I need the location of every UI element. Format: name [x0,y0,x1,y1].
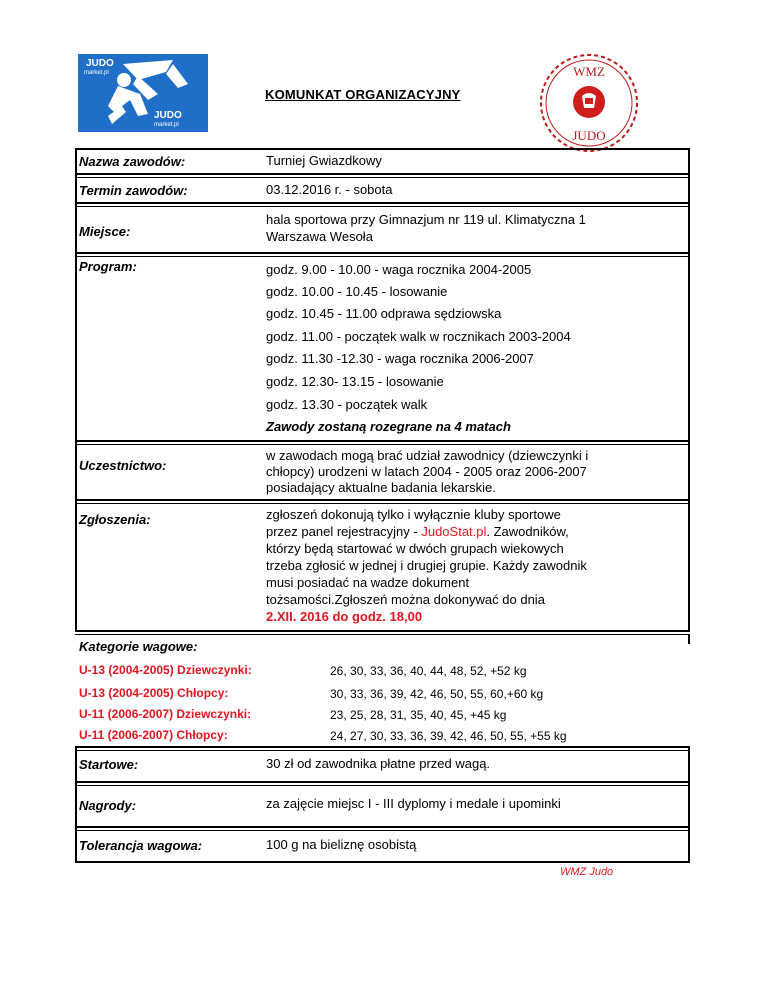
program-item: godz. 10.45 - 11.00 odprawa sędziowska [266,306,502,321]
value-zgloszenia-line2 [266,524,569,540]
zgloszenia-line2-post: . Zawodników, [486,524,569,539]
label-termin: Termin zawodów: [79,183,188,198]
value-termin: 03.12.2016 r. - sobota [266,182,393,197]
weight-category-name: U-11 (2006-2007) Chłopcy: [79,728,228,742]
value-zgloszenia-line3: którzy będą startować w dwóch grupach wiekowych [266,541,564,556]
value-nagrody: za zajęcie miejsc I - III dyplomy i medale i upominki [266,796,561,811]
value-zgloszenia-line5: musi posiadać na wadze dokument [266,575,470,590]
value-tolerancja: 100 g na bieliznę osobistą [266,837,417,852]
weight-category-values: 26, 30, 33, 36, 40, 44, 48, 52, +52 kg [330,664,527,678]
weight-category-values: 30, 33, 36, 39, 42, 46, 50, 55, 60,+60 kg [330,687,544,701]
weight-category-name: U-11 (2006-2007) Dziewczynki: [79,707,252,721]
value-miejsce-line1: hala sportowa przy Gimnazjum nr 119 ul. Klimatyczna 1 [266,212,586,227]
page-title: KOMUNKAT ORGANIZACYJNY [265,87,461,102]
label-nazwa: Nazwa zawodów: [79,154,186,169]
value-zgloszenia-line1: zgłoszeń dokonują tylko i wyłącznie kluby sportowe [266,507,561,522]
label-zgloszenia: Zgłoszenia: [79,512,151,527]
logo-text-bottom: JUDO [154,110,182,121]
logo-text-sub: market.pl [84,70,109,76]
weight-category-values: 24, 27, 30, 33, 36, 39, 42, 46, 50, 55, +55 kg [330,729,567,743]
logo-text-top: JUDO [86,58,114,69]
value-uczestnictwo-line3: posiadający aktualne badania lekarskie. [266,480,496,495]
value-zgloszenia-line4: trzeba zgłosić w jednej i drugiej grupie. Każdy zawodnik [266,558,587,573]
program-item: godz. 11.00 - początek walk w rocznikach 2003-2004 [266,329,571,344]
label-nagrody: Nagrody: [79,798,137,813]
label-miejsce: Miejsce: [79,224,131,239]
label-tolerancja: Tolerancja wagowa: [79,838,203,853]
value-uczestnictwo-line1: w zawodach mogą brać udział zawodnicy (dziewczynki i [266,448,589,463]
program-item: godz. 12.30- 13.15 - losowanie [266,374,444,389]
value-uczestnictwo-line2: chłopcy) urodzeni w latach 2004 - 2005 oraz 2006-2007 [266,464,587,479]
program-item: godz. 11.30 -12.30 - waga rocznika 2006-2007 [266,351,534,366]
judostat-link[interactable]: JudoStat.pl [421,524,487,539]
program-item: godz. 9.00 - 10.00 - waga rocznika 2004-2005 [266,262,532,277]
label-startowe: Startowe: [79,757,139,772]
program-note: Zawody zostaną rozegrane na 4 matach [266,419,511,434]
weight-category-values: 23, 25, 28, 31, 35, 40, 45, +45 kg [330,708,507,722]
program-item: godz. 13.30 - początek walk [266,397,428,412]
label-kategorie: Kategorie wagowe: [79,639,198,654]
value-nazwa: Turniej Gwiazdkowy [266,153,382,168]
program-item: godz. 10.00 - 10.45 - losowanie [266,284,448,299]
value-startowe: 30 zł od zawodnika płatne przed wagą. [266,756,491,771]
label-uczestnictwo: Uczestnictwo: [79,458,167,473]
value-zgloszenia-line6: tożsamości.Zgłoszeń można dokonywać do dnia [266,592,545,607]
footer-signature: WMZ Judo [560,866,614,878]
zgloszenia-line2-pre: przez panel rejestracyjny - [266,524,422,539]
label-program: Program: [79,259,137,274]
weight-category-name: U-13 (2004-2005) Dziewczynki: [79,663,252,677]
zgloszenia-deadline: 2.XII. 2016 do godz. 18,00 [266,609,423,624]
wmz-judo-seal [538,52,640,154]
logo-text-bottom-sub: market.pl [154,122,179,128]
weight-category-name: U-13 (2004-2005) Chłopcy: [79,686,229,700]
judomarket-logo [78,54,208,132]
seal-text-bottom: JUDO [572,128,606,143]
value-miejsce-line2: Warszawa Wesoła [266,229,373,244]
seal-text-top: WMZ [573,64,605,79]
